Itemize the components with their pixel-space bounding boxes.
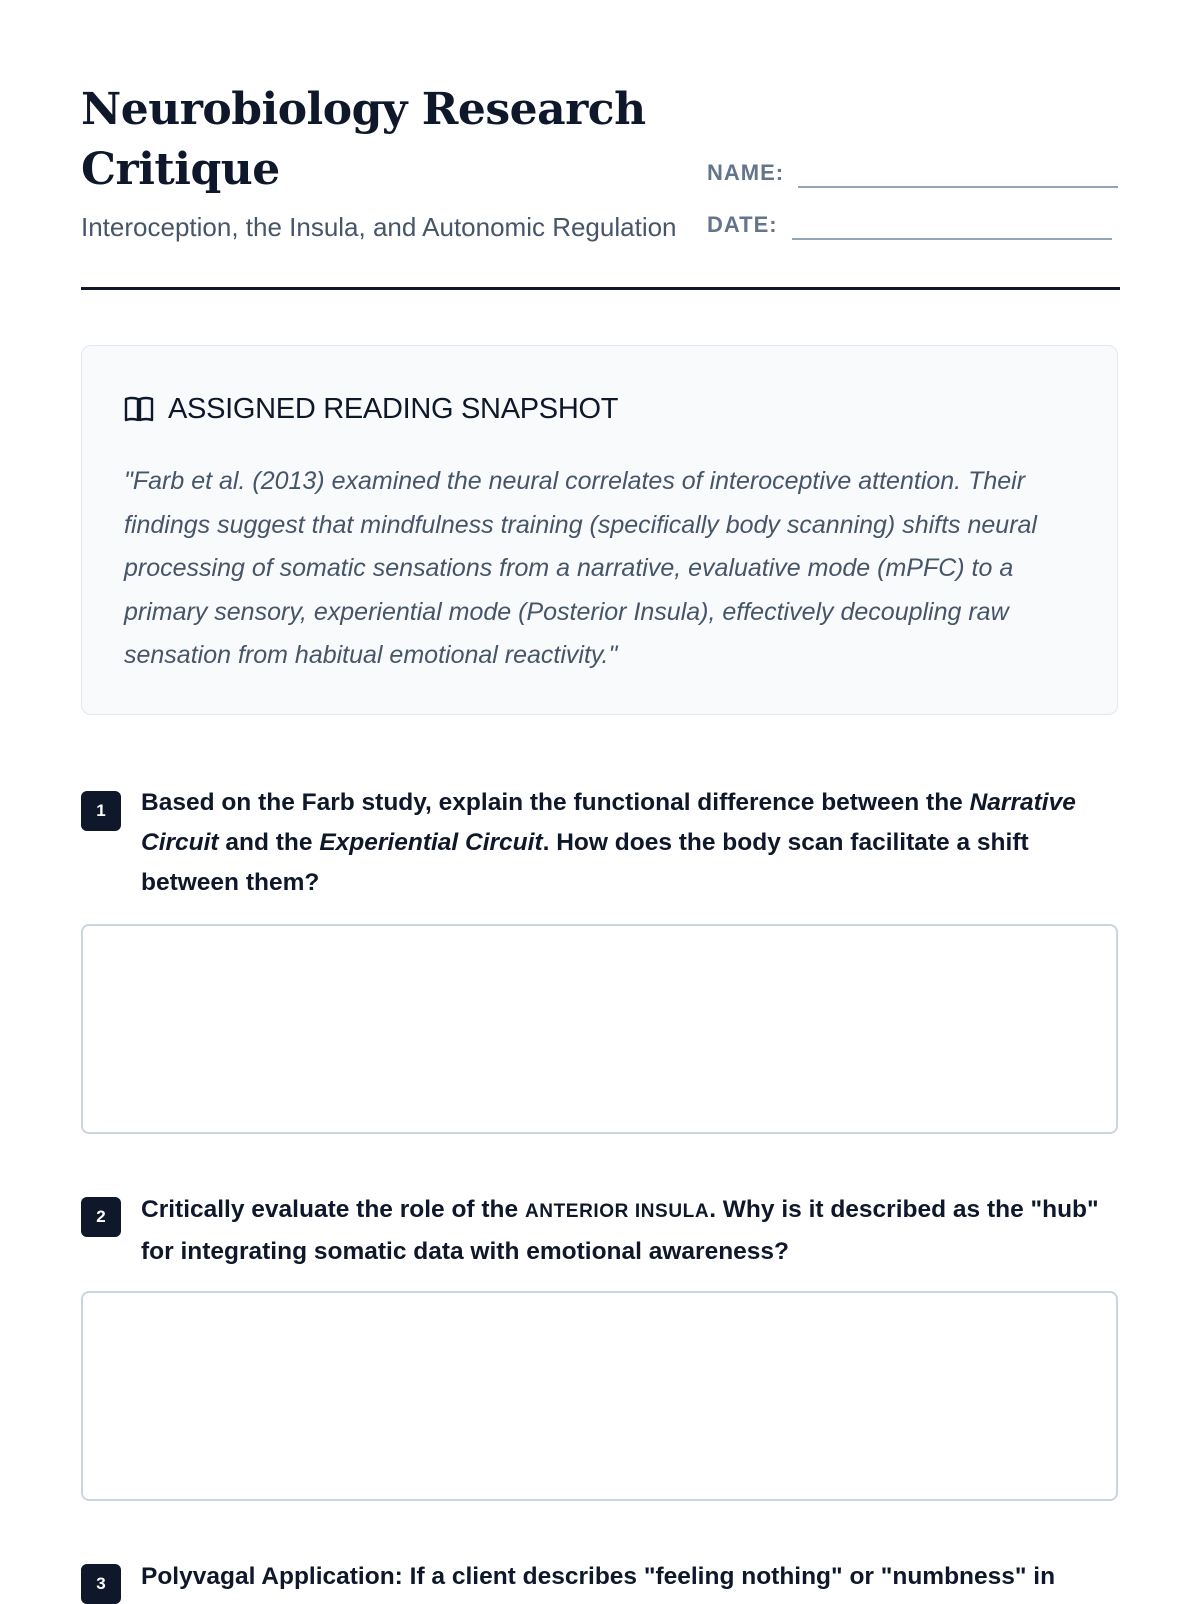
question-text xyxy=(141,783,1126,903)
header-divider xyxy=(81,287,1120,290)
page-title: Neurobiology Research Critique xyxy=(81,84,646,195)
date-label: DATE: xyxy=(707,212,778,237)
question-text xyxy=(141,1557,1126,1597)
reading-snapshot-title: ASSIGNED READING SNAPSHOT xyxy=(168,393,619,425)
date-field[interactable] xyxy=(792,208,1112,240)
reading-quote: "Farb et al. (2013) examined the neural correlates of interoceptive attention. Their findings suggest that mindfulness training (specifically body scanning) shifts neural processing of somatic sensations from a narrative, evaluative mode (mPFC) to a primary sensory, experiential mode (Posterior Insula), effectively decoupling raw sensation from habitual emotional reactivity." xyxy=(124,467,1037,669)
date-field-row xyxy=(707,208,1112,240)
question-number-badge: 2 xyxy=(81,1197,121,1237)
question-number-badge: 1 xyxy=(81,791,121,831)
question-text-part: Polyvagal Application: If a client describes "feeling nothing" or "numbness" in xyxy=(141,1563,1056,1590)
question-text-part: Critically evaluate the role of the xyxy=(141,1196,525,1223)
reading-snapshot-heading xyxy=(124,392,618,426)
answer-box[interactable] xyxy=(81,1291,1118,1501)
question-text-part: and the xyxy=(218,829,320,856)
question-emphasis: Experiential Circuit xyxy=(319,829,543,856)
name-field-row xyxy=(707,156,1118,188)
question-text-part: Based on the Farb study, explain the functional difference between the xyxy=(141,789,970,816)
answer-box[interactable] xyxy=(81,924,1118,1134)
reading-snapshot-card xyxy=(81,345,1118,715)
name-label: NAME: xyxy=(707,160,785,185)
name-field[interactable] xyxy=(798,156,1118,188)
page-subtitle: Interoception, the Insula, and Autonomic Regulation xyxy=(81,212,677,242)
worksheet-header xyxy=(81,0,1120,290)
question-text xyxy=(141,1190,1126,1272)
worksheet-page xyxy=(81,0,1120,1593)
question-text-part: . How does the body scan facilitate a shift between them? xyxy=(141,829,1029,896)
book-open-icon xyxy=(124,395,154,423)
question-number-badge: 3 xyxy=(81,1564,121,1604)
question-text-part: . Why is it described as the "hub" for integrating somatic data with emotional awareness? xyxy=(141,1196,1099,1265)
question-emphasis: Narrative Circuit xyxy=(141,789,1076,856)
question-term: ANTERIOR INSULA xyxy=(524,1201,710,1222)
